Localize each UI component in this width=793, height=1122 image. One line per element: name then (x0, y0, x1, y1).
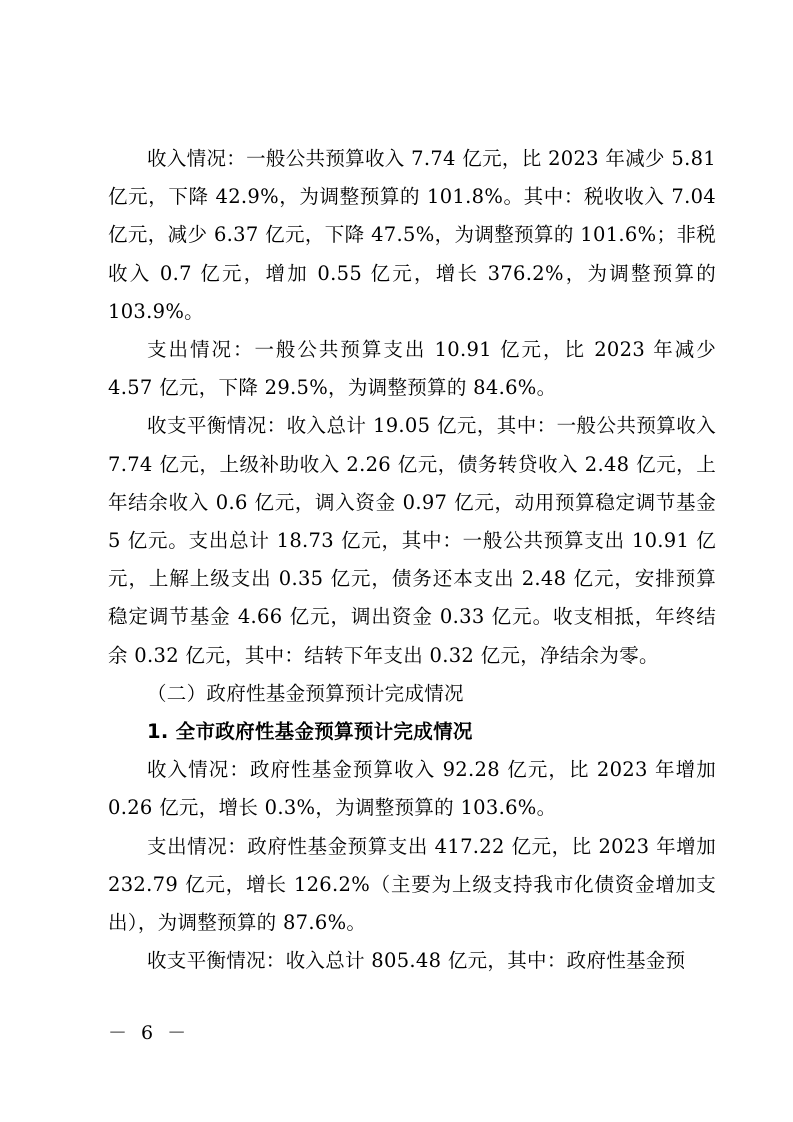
section-heading-fund-budget: （二）政府性基金预算预计完成情况 (147, 681, 464, 705)
paragraph-expenditure-fund: 支出情况：政府性基金预算支出 417.22 亿元，比 2023 年增加 232.79 亿元，增长 126.2%（主要为上级支持我市化债资金增加支出），为调整预算的 87.6%。 (108, 834, 716, 935)
paragraph-income-fund: 收入情况：政府性基金预算收入 92.28 亿元，比 2023 年增加 0.26 亿元，增长 0.3%，为调整预算的 103.6%。 (108, 758, 716, 820)
body-text (108, 140, 716, 980)
page-number: － 6 － (108, 1022, 191, 1044)
paragraph-balance-general: 收支平衡情况：收入总计 19.05 亿元，其中：一般公共预算收入 7.74 亿元，上级补助收入 2.26 亿元，债务转贷收入 2.48 亿元，上年结余收入 0.6 亿元，调入资金 0.97 亿元，动用预算稳定调节基金 5 亿元。支出总计 18.73 亿元，其中：一般公共预算支出 10.91 亿元，上解上级支出 0.35 亿元，债务还本支出 2.48 亿元，安排预算稳定调节基金 4.66 亿元，调出资金 0.33 亿元。收支相抵，年终结余 0.32 亿元，其中：结转下年支出 0.32 亿元，净结余为零。 (108, 414, 716, 667)
paragraph-income-general: 收入情况：一般公共预算收入 7.74 亿元，比 2023 年减少 5.81 亿元，下降 42.9%，为调整预算的 101.8%。其中：税收收入 7.04 亿元，减少 6.37 亿元，下降 47.5%，为调整预算的 101.6%；非税收入 0.7 亿元，增加 0.55 亿元，增长 376.2%，为调整预算的 103.9%。 (108, 147, 716, 323)
subsection-heading-city-fund: 1. 全市政府性基金预算预计完成情况 (147, 720, 473, 744)
paragraph-balance-fund: 收支平衡情况：收入总计 805.48 亿元，其中：政府性基金预 (147, 949, 686, 973)
paragraph-expenditure-general: 支出情况：一般公共预算支出 10.91 亿元，比 2023 年减少 4.57 亿元，下降 29.5%，为调整预算的 84.6%。 (108, 338, 716, 400)
